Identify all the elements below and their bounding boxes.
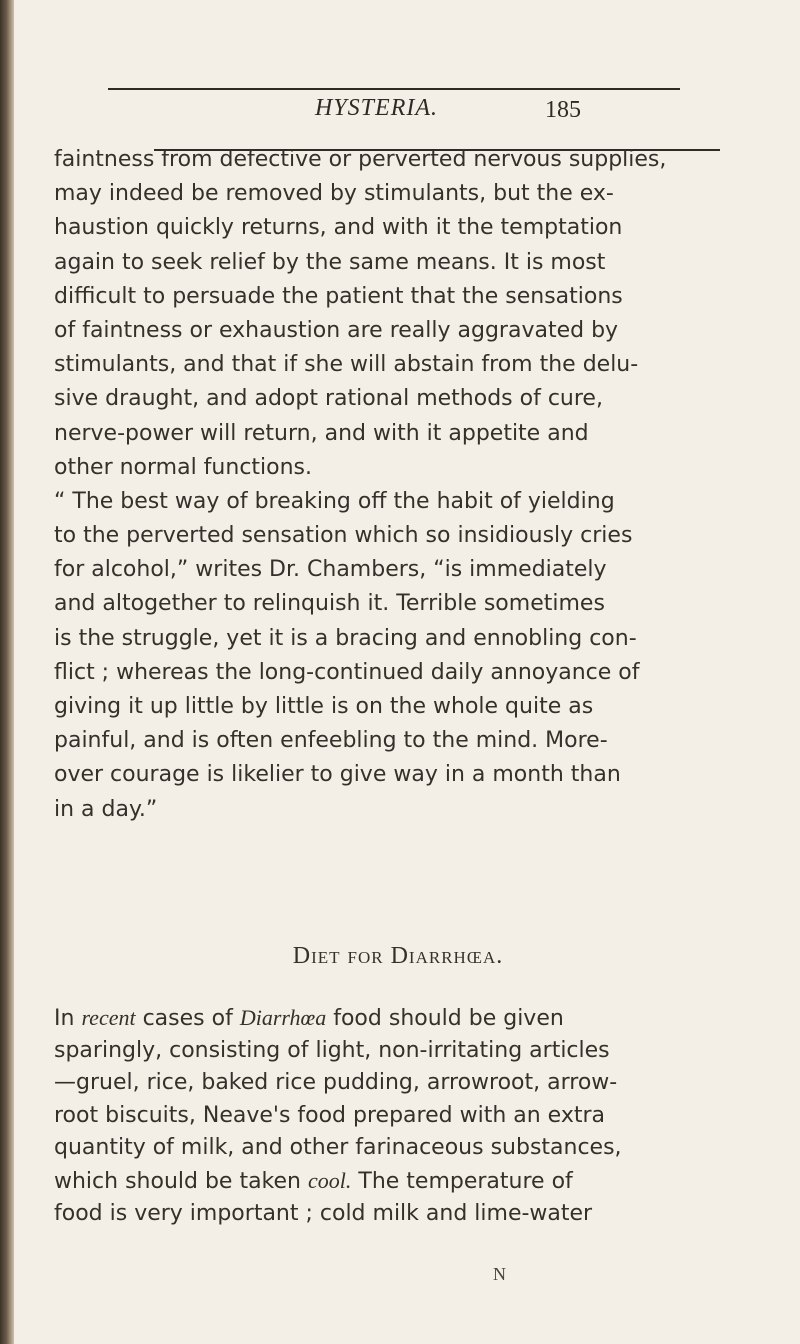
text-line: for alcohol,” writes Dr. Chambers, “is immediately — [54, 557, 607, 583]
text-line: food is very important ; cold milk and lime-water — [54, 1200, 593, 1226]
text-line: again to seek relief by the same means. It is most — [54, 249, 606, 275]
italic-word: recent — [81, 1005, 136, 1030]
page-header — [108, 95, 740, 139]
text-line: flict ; whereas the long-continued daily annoyance of — [54, 659, 640, 685]
text-line: root biscuits, Neave's food prepared with an extra — [54, 1102, 605, 1128]
text-line: faintness from defective or perverted nervous supplies, — [54, 147, 667, 172]
section-heading: Diet for Diarrhœa. — [292, 943, 504, 969]
text-line — [54, 1165, 742, 1198]
signature-mark: N — [493, 1264, 506, 1284]
text-line: quantity of milk, and other farinaceous substances, — [54, 1135, 622, 1161]
text-line: and altogether to relinquish it. Terrible sometimes — [54, 591, 605, 617]
text-run: food should be given — [326, 1006, 564, 1031]
text-line: stimulants, and that if she will abstain from the delu- — [54, 352, 639, 378]
running-head: HYSTERIA. — [315, 95, 438, 121]
text-line: may indeed be removed by stimulants, but the ex- — [54, 181, 614, 207]
text-line — [54, 1002, 742, 1035]
text-run: which should be taken — [54, 1168, 308, 1194]
text-line: other normal functions. — [54, 454, 313, 480]
text-line: sparingly, consisting of light, non-irritating articles — [54, 1037, 610, 1063]
text-line: difficult to persuade the patient that the sensations — [54, 283, 623, 309]
text-line: —gruel, rice, baked rice pudding, arrowroot, arrow- — [54, 1070, 618, 1096]
text-line: painful, and is often enfeebling to the mind. More- — [54, 728, 608, 754]
text-line: of faintness or exhaustion are really aggravated by — [54, 317, 619, 343]
text-line: in a day.” — [54, 796, 158, 822]
page-number: 185 — [545, 97, 581, 123]
text-line: nerve-power will return, and with it appetite and — [54, 420, 589, 446]
section-text — [54, 1002, 742, 1230]
paragraph-2-quotation — [54, 485, 742, 827]
text-line: over courage is likelier to give way in a month than — [54, 762, 621, 788]
text-line: haustion quickly returns, and with it the temptation — [54, 215, 623, 241]
text-line: giving it up little by little is on the whole quite as — [54, 694, 594, 719]
italic-word: cool. — [308, 1167, 352, 1193]
text-line: “ The best way of breaking off the habit of yielding — [54, 488, 615, 514]
top-rule — [108, 88, 680, 90]
italic-word: Diarrhœa — [239, 1005, 327, 1030]
text-line: to the perverted sensation which so insidiously cries — [54, 523, 633, 549]
text-line: is the struggle, yet it is a bracing and ennobling con- — [54, 625, 637, 651]
text-run: cases of — [135, 1006, 240, 1031]
body-text — [54, 143, 742, 827]
text-run: In — [54, 1006, 82, 1031]
book-spine-edge — [0, 0, 14, 1344]
text-run: The temperature of — [351, 1168, 573, 1194]
paragraph-1 — [54, 143, 742, 485]
text-line: sive draught, and adopt rational methods of cure, — [54, 386, 603, 412]
